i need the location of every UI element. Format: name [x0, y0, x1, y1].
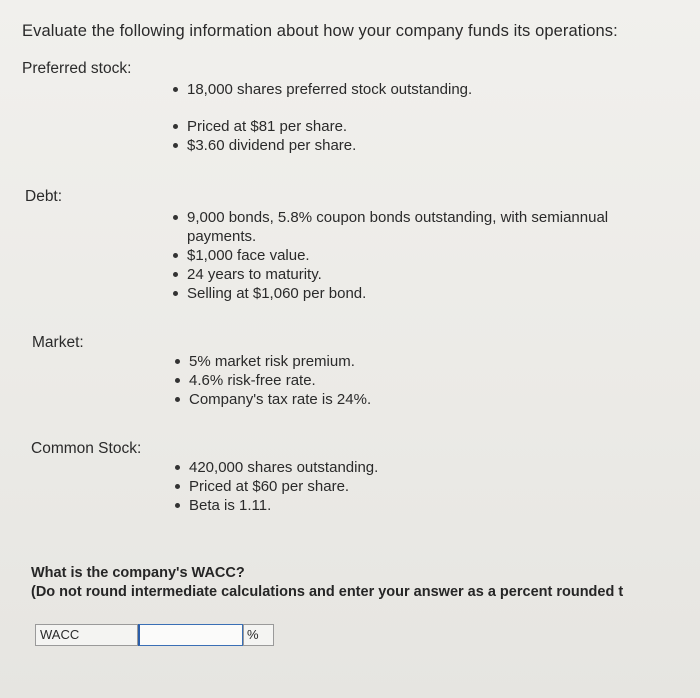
percent-unit-label: % — [243, 624, 274, 646]
question-line-2: (Do not round intermediate calculations and enter your answer as a percent rounded t — [31, 584, 624, 600]
list-item: 5% market risk premium. — [174, 352, 674, 371]
wacc-input[interactable] — [138, 624, 243, 646]
list-item: $1,000 face value. — [172, 246, 672, 265]
intro-text: Evaluate the following information about how your company funds its operations: — [22, 22, 618, 40]
list-item: Priced at $60 per share. — [174, 477, 674, 496]
question-text — [31, 564, 623, 602]
section-label-common-stock: Common Stock: — [31, 440, 142, 457]
wacc-label: WACC — [35, 624, 138, 646]
debt-list — [172, 208, 672, 303]
list-item: Selling at $1,060 per bond. — [172, 284, 672, 303]
list-item: 420,000 shares outstanding. — [174, 458, 674, 477]
list-item: 4.6% risk-free rate. — [174, 371, 674, 390]
question-line-1: What is the company's WACC? — [31, 565, 245, 581]
common-stock-list — [174, 458, 674, 515]
list-item: 9,000 bonds, 5.8% coupon bonds outstanding, with semiannual payments. — [172, 208, 672, 246]
section-label-debt: Debt: — [25, 188, 63, 205]
list-item: Beta is 1.11. — [174, 496, 674, 515]
list-item: 24 years to maturity. — [172, 265, 672, 284]
preferred-stock-list-2 — [172, 117, 672, 155]
market-list — [174, 352, 674, 409]
list-item: 18,000 shares preferred stock outstanding. — [172, 80, 672, 99]
section-label-preferred-stock: Preferred stock: — [22, 60, 132, 77]
section-label-market: Market: — [32, 334, 84, 351]
list-item: Priced at $81 per share. — [172, 117, 672, 136]
list-item: $3.60 dividend per share. — [172, 136, 672, 155]
preferred-stock-list-1 — [172, 80, 672, 99]
wacc-answer-row — [35, 624, 274, 646]
list-item: Company's tax rate is 24%. — [174, 390, 674, 409]
